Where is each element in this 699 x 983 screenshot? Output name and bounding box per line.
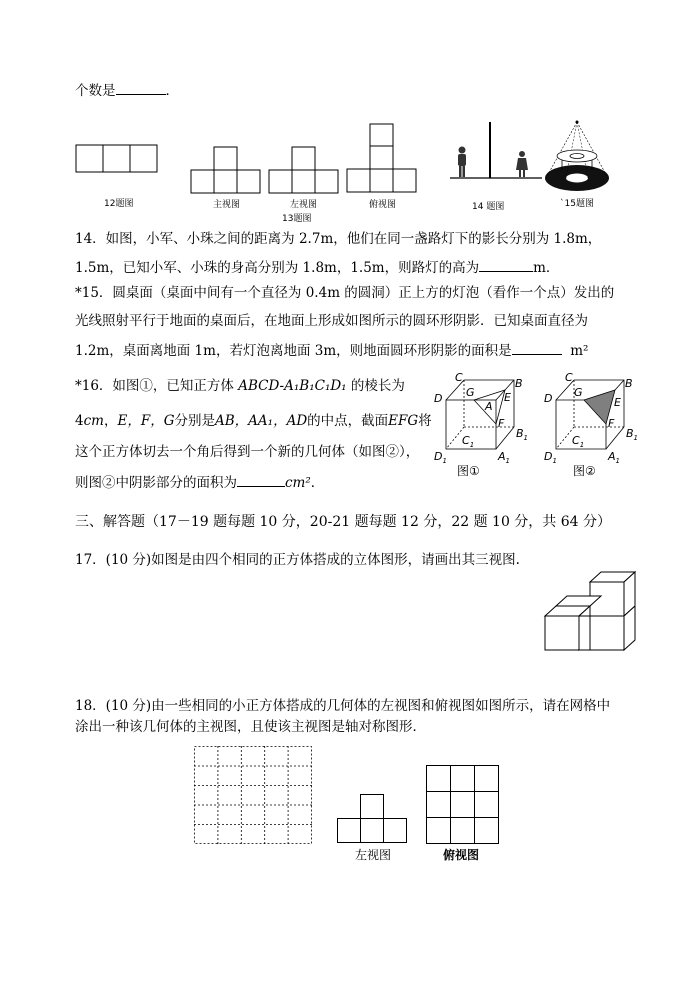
fig14-caption: 14 题图 xyxy=(472,202,505,212)
q13-answer-blank[interactable] xyxy=(116,80,166,95)
section3-heading: 三、解答题（17－19 题每题 10 分，20-21 题每题 12 分，22 题 10 分，共 64 分） xyxy=(75,514,612,530)
svg-text:G: G xyxy=(466,386,475,399)
q16-line4: 则图②中阴影部分的面积为 cm²． xyxy=(75,472,324,492)
svg-text:A: A xyxy=(485,400,493,413)
q15-line1: *15．圆桌面（桌面中间有一个直径为 0.4m 的圆洞）正上方的灯泡（看作一个点）发出的 xyxy=(75,285,615,301)
svg-text:B1: $B_1$ xyxy=(626,427,639,442)
svg-text:E: E xyxy=(614,396,621,409)
svg-text:C: C xyxy=(565,371,573,384)
fig12-caption: 12题图 xyxy=(104,199,134,209)
svg-text:B: B xyxy=(515,377,523,390)
fig15-ring-shadow xyxy=(544,120,610,194)
q14-line1: 14．如图，小军、小珠之间的距离为 2.7m，他们在同一盏路灯下的影长分别为 1.8m， xyxy=(75,231,602,247)
q18-top-view-caption: 俯视图 xyxy=(443,848,480,862)
q18-left-view xyxy=(337,794,409,844)
person-male-icon xyxy=(458,147,466,178)
svg-text:G: G xyxy=(574,386,583,399)
q17-cube-stack xyxy=(544,571,636,653)
q14-answer-blank[interactable] xyxy=(479,257,533,272)
cube-name: ABCD-A₁B₁C₁D₁ xyxy=(238,378,347,394)
svg-text:D: D xyxy=(544,392,553,405)
fig13-top-view xyxy=(346,124,418,194)
svg-text:A1: $A_1$ xyxy=(498,450,510,465)
fig13-left-caption: 左视图 xyxy=(290,200,318,210)
q13-tail: 个数是 ． xyxy=(75,80,179,100)
q18-top-view xyxy=(426,765,500,845)
fig13-caption: 13题图 xyxy=(282,214,312,224)
svg-text:C1: $C_1$ xyxy=(462,434,475,449)
fig13-left-view xyxy=(268,146,340,194)
q18-left-view-caption: 左视图 xyxy=(355,848,392,862)
q16-figure2-caption: 图② xyxy=(573,464,596,478)
svg-text:E: E xyxy=(504,391,511,404)
q18-drawing-grid[interactable] xyxy=(194,746,312,844)
q18-line2: 涂出一种该几何体的主视图，且使该主视图是轴对称图形． xyxy=(75,719,426,735)
svg-text:B: B xyxy=(625,377,633,390)
q15-answer-blank[interactable] xyxy=(512,340,562,355)
fig14-streetlamp xyxy=(450,120,542,182)
svg-text:C: C xyxy=(455,371,463,384)
svg-text:D: D xyxy=(434,392,443,405)
q14-line2: 1.5m，已知小军、小珠的身高分别为 1.8m，1.5m，则路灯的高为 m． xyxy=(75,257,559,277)
q15-line3: 1.2m，桌面离地面 1m，若灯泡离地面 3m，则地面圆环形阴影的面积是 m² xyxy=(75,340,588,360)
q17-text: 17．(10 分)如图是由四个相同的正方体搭成的立体图形，请画出其三视图. xyxy=(75,552,520,568)
svg-text:D1: $D_1$ xyxy=(434,450,447,465)
fig15-caption: `15题图 xyxy=(560,199,594,209)
svg-text:B1: $B_1$ xyxy=(516,427,529,442)
q16-line3: 这个正方体切去一个角后得到一个新的几何体（如图②）， xyxy=(75,444,420,460)
fig13-top-caption: 俯视图 xyxy=(369,200,397,210)
q16-figure1-caption: 图① xyxy=(457,464,480,478)
svg-text:C1: $C_1$ xyxy=(572,434,585,449)
svg-text:D1: $D_1$ xyxy=(544,450,557,465)
svg-text:F: F xyxy=(498,417,505,430)
fig13-main-caption: 主视图 xyxy=(213,200,241,210)
q15-line2: 光线照射平行于地面的桌面后，在地面上形成如图所示的圆环形阴影．已知桌面直径为 xyxy=(75,313,588,329)
fig13-main-view xyxy=(190,146,262,194)
fig12-rectangles xyxy=(75,144,160,172)
q16-figure2-cut-cube xyxy=(542,372,642,464)
q16-answer-blank[interactable] xyxy=(237,472,285,487)
svg-text:A1: $A_1$ xyxy=(608,450,620,465)
q16-figure1-cube xyxy=(432,372,532,464)
q18-line1: 18．(10 分)由一些相同的小正方体搭成的几何体的左视图和俯视图如图所示，请在网格中 xyxy=(75,698,611,714)
person-female-icon xyxy=(516,151,528,177)
svg-text:F: F xyxy=(608,417,615,430)
q16-line2: 4cm，E，F，G分别是AB，AA₁，AD的中点，截面EFG将 xyxy=(75,413,432,429)
q16-line1: *16．如图①，已知正方体 ABCD-A₁B₁C₁D₁ 的棱长为 xyxy=(75,378,405,394)
